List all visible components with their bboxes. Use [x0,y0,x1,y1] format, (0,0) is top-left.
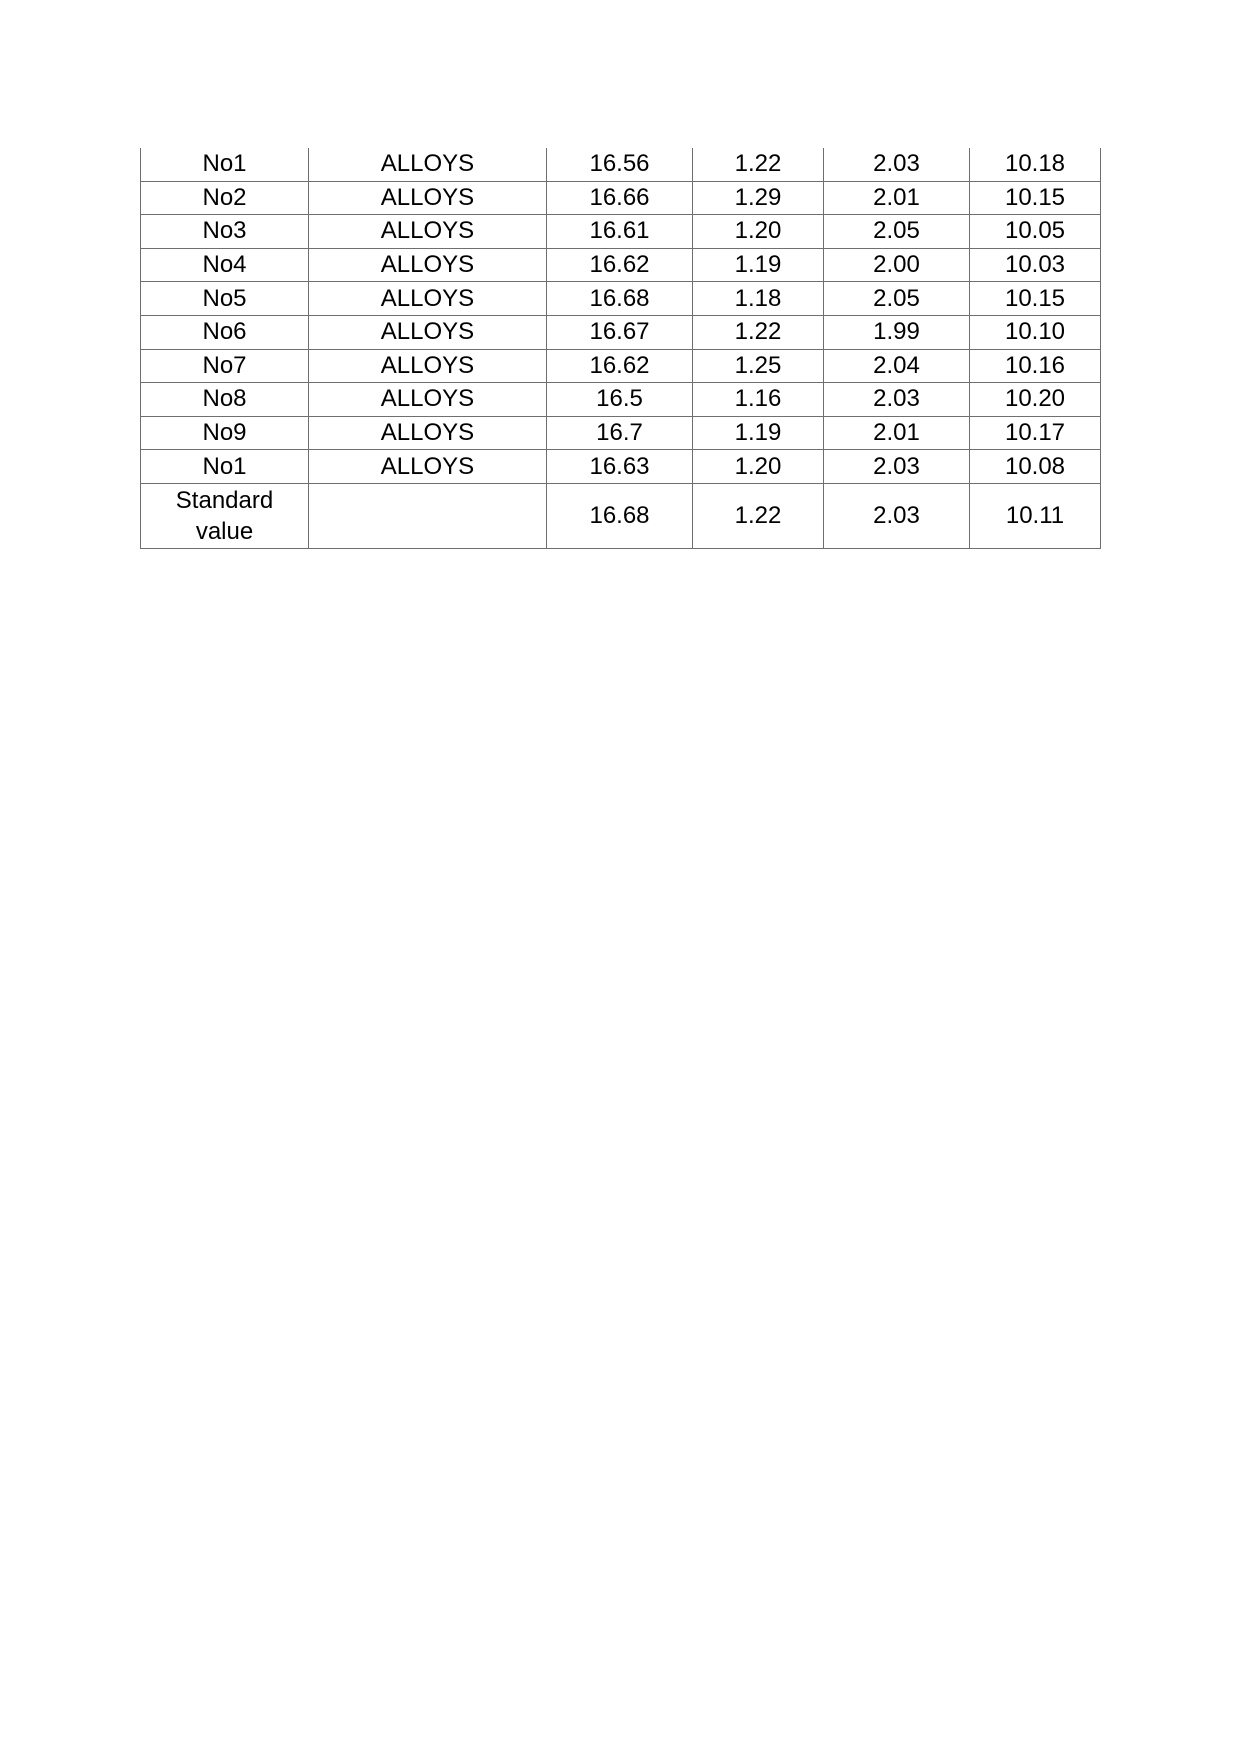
standard-value-row [141,483,1101,548]
value-cell-2: 1.19 [693,248,824,282]
value-cell-1: 16.7 [547,416,693,450]
material-cell: ALLOYS [309,282,547,316]
value-cell-2: 1.20 [693,215,824,249]
value-cell-2: 1.29 [693,181,824,215]
value-cell-2: 1.18 [693,282,824,316]
value-cell-2: 1.22 [693,148,824,181]
value-cell-1: 16.66 [547,181,693,215]
standard-label-line1: Standard [175,486,274,514]
value-cell-2: 1.20 [693,450,824,484]
value-cell-3: 2.00 [824,248,970,282]
table-row [141,450,1101,484]
value-cell-4: 10.20 [970,383,1101,417]
material-cell: ALLOYS [309,215,547,249]
standard-value-cell-3: 2.03 [824,483,970,548]
value-cell-2: 1.25 [693,349,824,383]
alloy-measurements-table [140,148,1101,549]
value-cell-1: 16.56 [547,148,693,181]
standard-material-cell [309,483,547,548]
material-cell: ALLOYS [309,181,547,215]
table-row [141,181,1101,215]
table-row [141,383,1101,417]
sample-name-cell: No5 [141,282,309,316]
value-cell-3: 2.03 [824,148,970,181]
material-cell: ALLOYS [309,383,547,417]
value-cell-4: 10.18 [970,148,1101,181]
material-cell: ALLOYS [309,349,547,383]
sample-name-cell: No3 [141,215,309,249]
table-body [141,148,1101,548]
value-cell-4: 10.15 [970,181,1101,215]
table-row [141,315,1101,349]
value-cell-3: 2.05 [824,215,970,249]
sample-name-cell: No1 [141,450,309,484]
value-cell-3: 2.03 [824,450,970,484]
value-cell-4: 10.16 [970,349,1101,383]
table-row [141,215,1101,249]
value-cell-2: 1.19 [693,416,824,450]
value-cell-4: 10.05 [970,215,1101,249]
value-cell-1: 16.61 [547,215,693,249]
sample-name-cell: No9 [141,416,309,450]
sample-name-cell: No7 [141,349,309,383]
material-cell: ALLOYS [309,148,547,181]
value-cell-3: 2.03 [824,383,970,417]
value-cell-1: 16.68 [547,282,693,316]
sample-name-cell: No6 [141,315,309,349]
table-row [141,248,1101,282]
value-cell-4: 10.17 [970,416,1101,450]
value-cell-4: 10.08 [970,450,1101,484]
standard-label-line2: value [195,517,254,545]
table-row [141,148,1101,181]
standard-value-cell-1: 16.68 [547,483,693,548]
standard-value-cell-4: 10.11 [970,483,1101,548]
table-row [141,282,1101,316]
value-cell-3: 1.99 [824,315,970,349]
value-cell-4: 10.03 [970,248,1101,282]
standard-value-cell-2: 1.22 [693,483,824,548]
value-cell-1: 16.62 [547,349,693,383]
value-cell-2: 1.22 [693,315,824,349]
material-cell: ALLOYS [309,416,547,450]
material-cell: ALLOYS [309,450,547,484]
value-cell-1: 16.5 [547,383,693,417]
sample-name-cell: No2 [141,181,309,215]
value-cell-1: 16.62 [547,248,693,282]
material-cell: ALLOYS [309,248,547,282]
value-cell-3: 2.01 [824,181,970,215]
table-row [141,416,1101,450]
standard-value-label-cell [141,483,309,548]
value-cell-2: 1.16 [693,383,824,417]
value-cell-3: 2.01 [824,416,970,450]
value-cell-1: 16.67 [547,315,693,349]
table-row [141,349,1101,383]
sample-name-cell: No8 [141,383,309,417]
value-cell-3: 2.04 [824,349,970,383]
value-cell-1: 16.63 [547,450,693,484]
material-cell: ALLOYS [309,315,547,349]
value-cell-4: 10.10 [970,315,1101,349]
value-cell-4: 10.15 [970,282,1101,316]
sample-name-cell: No4 [141,248,309,282]
sample-name-cell: No1 [141,148,309,181]
value-cell-3: 2.05 [824,282,970,316]
